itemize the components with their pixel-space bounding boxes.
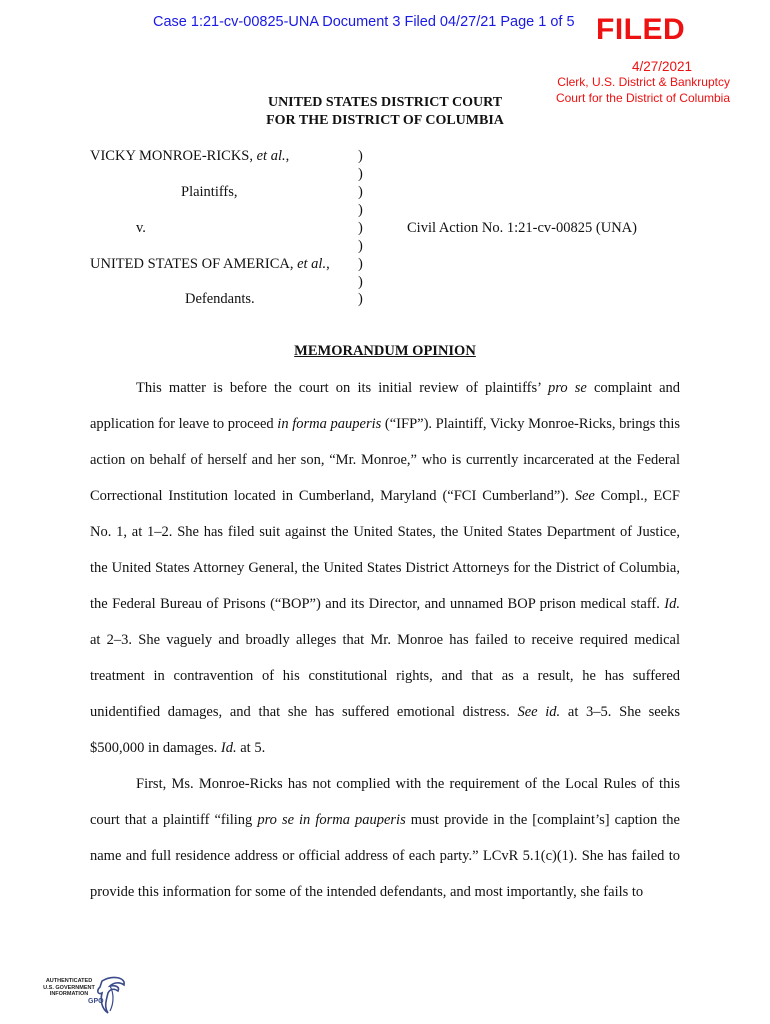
caption-paren: )	[358, 148, 363, 164]
caption-paren: )	[358, 166, 363, 182]
clerk-line-2: Court for the District of Columbia	[555, 91, 730, 105]
defendants-label: Defendants.	[185, 291, 255, 307]
document-title: MEMORANDUM OPINION	[294, 343, 476, 359]
opinion-body	[90, 370, 680, 910]
paragraph-2: First, Ms. Monroe-Ricks has not complied with the requirement of the Local Rules of this court that a plaintiff “filing pro se in forma pauperis must provide in the [complaint’s] caption the name and full residence address or official address of each party.” LCvR 5.1(c)(1). She has failed to provide this information for some of the intended defendants, and most importantly, she fails to	[90, 776, 680, 900]
plaintiff-name: VICKY MONROE-RICKS, et al.,	[90, 148, 290, 164]
court-name-line-1: UNITED STATES DISTRICT COURT	[267, 95, 503, 110]
caption-paren: )	[358, 291, 363, 307]
case-header-line: Case 1:21-cv-00825-UNA Document 3 Filed 04/27/21 Page 1 of 5	[153, 14, 575, 30]
caption-paren: )	[358, 256, 363, 272]
caption-paren: )	[358, 202, 363, 218]
defendant-name: UNITED STATES OF AMERICA, et al.,	[90, 256, 330, 272]
plaintiffs-label: Plaintiffs,	[181, 184, 238, 200]
gpo-seal-text: AUTHENTICATED U.S. GOVERNMENT INFORMATION	[43, 978, 95, 997]
filed-stamp: FILED	[596, 13, 686, 46]
gpo-mark: GPO	[88, 998, 104, 1005]
caption-paren: )	[358, 184, 363, 200]
caption-paren: )	[358, 220, 363, 236]
caption-paren: )	[358, 274, 363, 290]
filed-date: 4/27/2021	[631, 59, 692, 74]
paragraph-1: This matter is before the court on its initial review of plaintiffs’ pro se complaint and application for leave to proceed in forma pauperis (“IFP”). Plaintiff, Vicky Monroe-Ricks, brings this action on behalf of herself and her son, “Mr. Monroe,” who is currently incarcerated at the Federal Correctional Institution located in Cumberland, Maryland (“FCI Cumberland”). See Compl., ECF No. 1, at 1–2. She has filed suit against the United States, the United States Department of Justice, the United States Attorney General, the United States District Attorneys for the District of Columbia, the Federal Bureau of Prisons (“BOP”) and its Director, and unnamed BOP prison medical staff. Id. at 2–3. She vaguely and broadly alleges that Mr. Monroe has failed to receive required medical treatment in contravention of his constitutional rights, and that as a result, he has suffered unidentified damages, and that she has suffered emotional distress. See id. at 3–5. She seeks $500,000 in damages. Id. at 5.	[90, 380, 681, 756]
clerk-line-1: Clerk, U.S. District & Bankruptcy	[557, 75, 730, 89]
gpo-authentication-seal	[40, 973, 130, 1017]
caption-paren: )	[358, 238, 363, 254]
court-name-line-2: FOR THE DISTRICT OF COLUMBIA	[266, 113, 504, 128]
civil-action-number: Civil Action No. 1:21-cv-00825 (UNA)	[407, 220, 637, 236]
versus-label: v.	[136, 220, 146, 236]
gpo-eagle-icon	[40, 973, 130, 1017]
